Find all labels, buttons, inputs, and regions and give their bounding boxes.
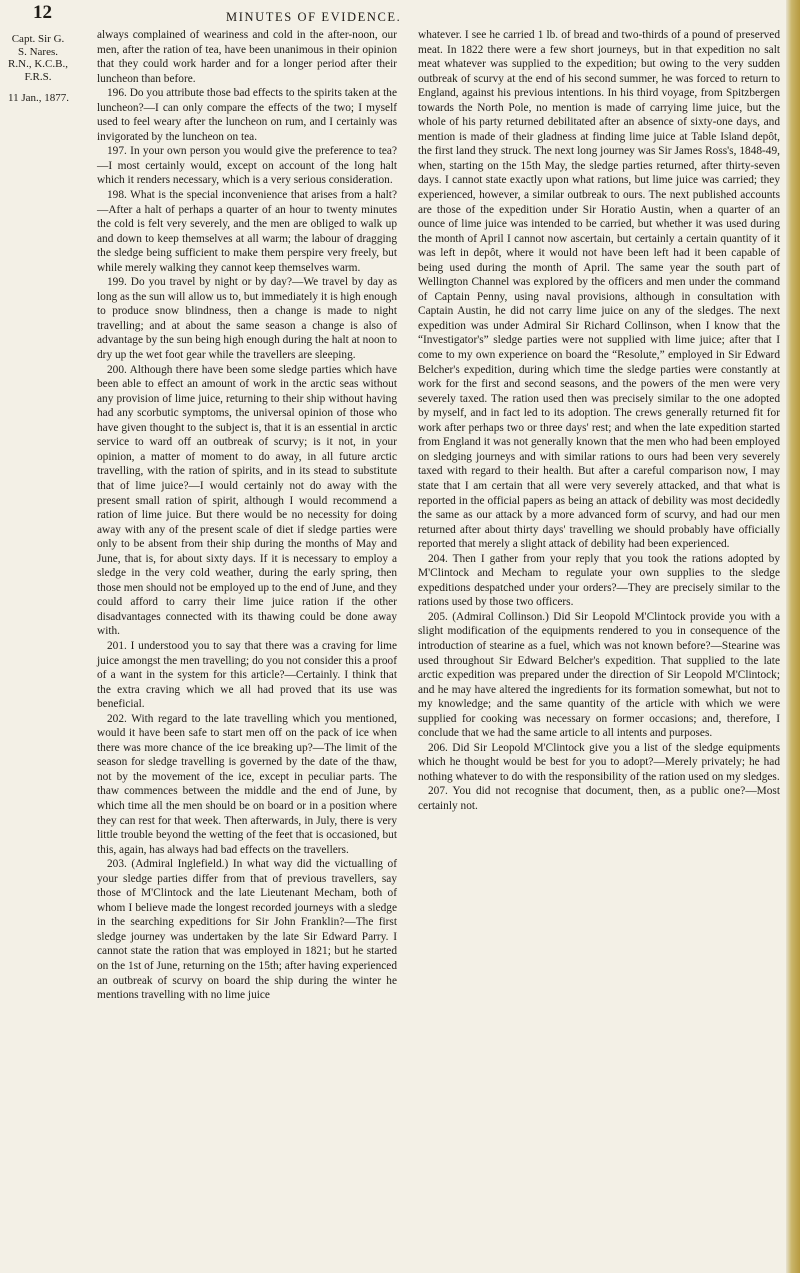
paragraph: 203. (Admiral Inglefield.) In what way did the victualling of your sledge parties differ from that of previous travellers, say those of M'Clintock and the late Lieutenant Mecham, both of whom I believe made the longest recorded journeys with a sledge in the searching expeditions for Sir John Franklin?—The first sledge journey was undertaken by the late Sir Edward Parry. I cannot state the ration that was employed in 1821; but he started on the 1st of June, returning on the 15th; after having experienced an outbreak of scurvy on board the ship during the winter he mentions travelling with no lime juice (97, 858, 397, 1002)
paragraph: 201. I understood you to say that there was a craving for lime juice amongst the men travelling; do you not consider this a proof of a want in the system for this article?—Certainly. I think that the extra craving which we all had proved that its use was beneficial. (97, 639, 397, 711)
margin-date: 11 Jan., 1877. (8, 92, 70, 104)
paragraph: whatever. I see he carried 1 lb. of bread and two-thirds of a pound of preserved meat. In 1822 there were a few short journeys, but in that expedition no salt meat whatever was supplied to the expedition; but owing to the very sudden outbreak of scurvy at the end of his second summer, he was forced to return to England, against his previous intentions. In his third voyage, from Spitzbergen towards the North Pole, no mention is made of carrying lime juice, but the whole of his party returned debilitated after an absence of sixty-one days, and mention is made of their gladness at finding lime juice at Table Island depôt, the first land they struck. The next long journey was Sir James Ross's, 1848-49, when, starting on the 15th May, the sledge parties returned, after thirty-seven days. I cannot state exactly upon what rations, but lime juice was carried; they experienced, however, a similar outbreak to ours. The next published accounts are those of the expedition under Sir Horatio Austin, when a quarter of an ounce of lime juice was intended to be carried, but whether it was used during the month of April I cannot now ascertain, but certainly a certain quantity of it was left in depôt, where it would not have been left had it been capable of being used during the month of April. The same year the south part of Wellington Channel was explored by the officers and men under the command of Captain Penny, using naval provisions, although in consultation with Captain Austin, he did not carry lime juice on any of the sledges. The next expedition was under Admiral Sir Richard Collinson, when I know that the “Investigator's” sledge parties were not supplied with lime juice; after that I come to my own experience on board the “Resolute,” employed in Sir Edward Belcher's expedition, during which time the sledge parties were constantly at work for the first and second seasons, and the powers of the men were very severely taxed. The ration used then was precisely similar to the one adopted by myself, and in fact led to its adoption. The crews generally returned fit for work after perhaps two or three days' rest; and when the late expedition started from England it was not generally known that the men who had been employed on sledging journeys and with similar rations to ours had been very severely taxed with regard to their health. But after a careful comparison now, I may state that I am certain that all were very severely attacked, and that what is reported in the official papers as being an attack of debility was most decidedly the same as our attack by a more advanced form of scurvy, and had our men returned after about thirty days' travelling we should probably have officially reported that merely a slight attack of debility had been experienced. (418, 29, 780, 551)
witness-line: Capt. Sir G. (11, 33, 65, 45)
paragraph: 197. In your own person you would give the preference to tea?—I most certainly would, except on account of the long halt which it renders necessary, which is a very serious consideration. (97, 145, 397, 187)
paragraph: 204. Then I gather from your reply that you took the rations adopted by M'Clintock and Mecham to regulate your own supplies to the sledge expeditions despatched under your orders?—They are precisely similar to the rations used by those two officers. (418, 552, 780, 609)
paragraph: 200. Although there have been some sledge parties which have been able to effect an amount of work in the arctic seas without any provision of lime juice, returning to their ship without having had any scorbutic symptoms, the universal opinion of those who have given thought to the subject is, that it is an essential in arctic service to ward off an outbreak of scurvy; is it not, in your opinion, a matter of moment to do away, in all future arctic travelling, with the ration of spirits, and in its stead to substitute that of lime juice?—I would certainly not do away with the present small ration of spirit, although I would recommend a ration of lime juice. But there would be no necessity for doing away with any of the present scale of diet if sledge parties were only to be absent from their ship during the months of May and June, that is, for about sixty days. If it is necessary to employ a sledge in the very cold weather, during the early spring, then those men should not be employed up to the end of June, and they could afford to carry their lime juice ration if the other disadvantages connected with its thawing could be done away with. (97, 363, 397, 638)
witness-line: S. Nares. (17, 45, 59, 58)
witness-line: F.R.S. (24, 70, 52, 83)
left-column (97, 28, 397, 1003)
paragraph: 198. What is the special inconvenience that arises from a halt?—After a halt of perhaps a quarter of an hour to twenty minutes the cold is felt very severely, and the men are obliged to walk up and down to keep themselves at all warm; the labour of dragging the sledge being sufficient to make them perspire very freely, but while merely walking they cannot keep themselves warm. (97, 189, 397, 274)
paragraph: 205. (Admiral Collinson.) Did Sir Leopold M'Clintock provide you with a slight modification of the equipments rendered to you in consequence of the introduction of stearine as a fuel, which was not known before?—Stearine was used throughout Sir Edward Belcher's expedition. That supplied to the late arctic expedition was prepared under the direction of Sir Leopold M'Clintock; and he may have altered the ingredients for its formation somewhat, but not to my knowledge; and the same quantity of the article with which we were supplied for cooking was necessary on former occasions; and, therefore, I conclude that we had the same article to all intents and purposes. (418, 610, 780, 740)
witness-margin-note (8, 33, 68, 83)
page-edge (786, 0, 800, 1273)
page-number: 12 (33, 2, 52, 23)
witness-line: R.N., K.C.B., (8, 58, 68, 70)
paragraph: 202. With regard to the late travelling which you mentioned, would it have been safe to start men off on the pack of ice when there was more chance of the ice breaking up?—The limit of the season for sledge travelling is governed by the date of the thaw, not by the movement of the ice, except in peculiar parts. The thaw commences between the middle and the end of June, by which time all the men should be on board or in a position where they can rest for that week. Then afterwards, in July, there is very little trouble beyond the wetting of the feet that is occasioned, but this, again, has always had bad effects on the travellers. (97, 712, 397, 856)
right-column (418, 28, 780, 814)
paragraph: 207. You did not recognise that document, then, as a public one?—Most certainly not. (418, 785, 780, 812)
paragraph: 196. Do you attribute those bad effects to the spirits taken at the luncheon?—I can only compare the effects of the two; I myself used to feel weary after the luncheon on rum, and I certainly was invigorated by the luncheon on tea. (97, 87, 397, 143)
paragraph: 199. Do you travel by night or by day?—We travel by day as long as the sun will allow us to, but immediately it is high enough to produce snow blindness, then a change is made to night travelling; and at about the same season a change is also of advantage by the sun being high enough during the halt at noon to dry up the wet foot gear while the travellers are sleeping. (97, 276, 397, 362)
paragraph: 206. Did Sir Leopold M'Clintock give you a list of the sledge equipments which he thought would be best for you to adopt?—Merely privately; he had nothing whatever to do with the responsibility of the ration used on my sledges. (418, 741, 780, 783)
paragraph: always complained of weariness and cold in the after-noon, our men, after the ration of tea, have been unanimous in their opinion that they could work harder and for a longer period after their luncheon than before. (97, 29, 397, 85)
running-head: MINUTES OF EVIDENCE. (226, 10, 402, 24)
